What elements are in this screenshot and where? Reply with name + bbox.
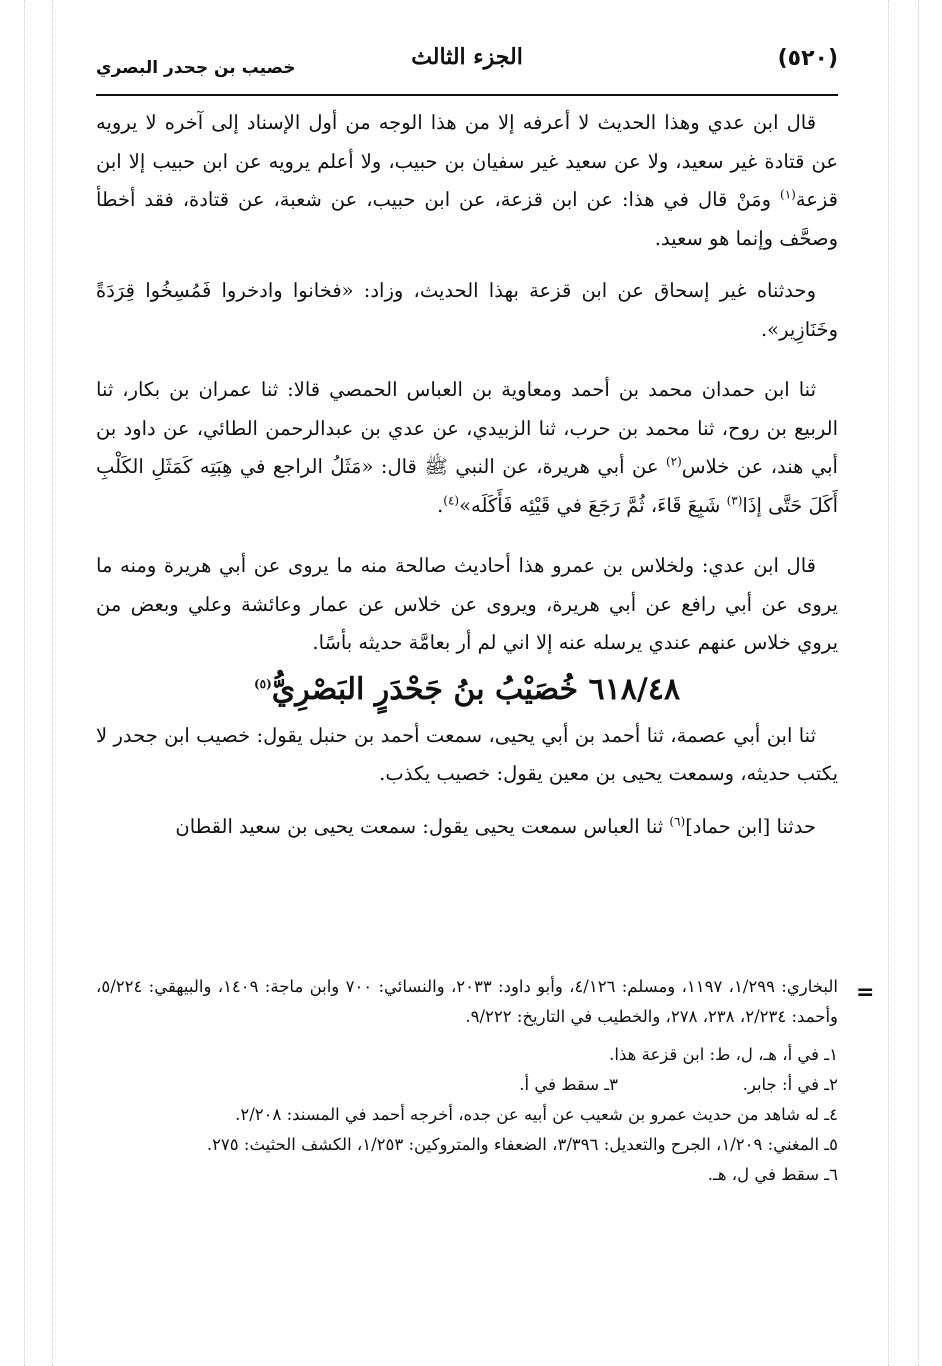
footnotes xyxy=(96,972,838,1190)
footnote-5: ٥ـ المغني: ١/٢٠٩، الجرح والتعديل: ٣/٣٩٦، الضعفاء والمتروكين: ١/٢٥٣، الكشف الحثيث: ٢٧٥. xyxy=(206,1135,838,1154)
paragraph-addition: وحدثناه غير إسحاق عن ابن قزعة بهذا الحديث، وزاد: «فخانوا وادخروا فَمُسِخُوا قِرَدَةً وخَنَازِير». xyxy=(96,279,838,341)
main-text xyxy=(96,104,838,846)
footnote-2: ٢ـ في أ: جابر. xyxy=(742,1075,838,1094)
footnote-row xyxy=(96,1070,838,1100)
scan-guide-line xyxy=(52,0,53,1366)
footnote-ref: (٦) xyxy=(669,814,686,828)
paragraph-ibn-adi-comment: قال ابن عدي وهذا الحديث لا أعرفه إلا من هذا الوجه من أول الإسناد إلى آخره لا يرويه عن قتادة غير سعيد، ولا عن سعيد غير سفيان بن حبيب، ولا أعلم يرويه عن ابن حبيب إلا ابن قزعة$^{(١)}$ ومَنْ قال في هذا: عن ابن قزعة، عن ابن حبيب، عن شعبة، عن قتادة، فقد أخطأ وصحَّف وإنما هو سعيد. xyxy=(96,111,838,250)
footnote-1: ١ـ في أ، هـ، ل، ط: ابن قزعة هذا. xyxy=(609,1045,838,1064)
scan-guide-line xyxy=(24,0,25,1366)
chapter-title: خصيب بن جحدر البصري xyxy=(96,58,296,78)
footnote-6: ٦ـ سقط في ل، هـ. xyxy=(707,1165,838,1184)
footnote-ref: (١) xyxy=(780,187,796,202)
header-rule xyxy=(96,94,838,96)
paragraph-hammad-narration: حدثنا [ابن حماد]$^{(٦)}$ ثنا العباس سمعت يحيى يقول: سمعت يحيى بن سعيد القطان xyxy=(175,814,816,838)
footnote-continuation: البخاري: ١/٢٩٩، ١١٩٧، ومسلم: ٤/١٢٦، وأبو داود: ٢٠٣٣، والنسائي: ٧٠٠ وابن ماجة: ١٤٠٩، والبيهقي: ٥/٢٢٤، وأحمد: ٢/٢٣٤، ٢٣٨، ٢٧٨، والخطيب في التاريخ: ٩/٢٢٢. xyxy=(96,977,838,1026)
paragraph-khallas-comment: قال ابن عدي: ولخلاس بن عمرو هذا أحاديث صالحة منه ما يروى عن أبي هريرة ومنه ما يروى عن أبي رافع عن أبي هريرة، ويروى عن خلاس عن عمار وعائشة وعلي وبعض من يروي خلاس عنهم عندي يرسله عنه إلا اني لم أر بعامَّة حديثه بأسًا. xyxy=(96,554,838,654)
running-header xyxy=(96,40,838,84)
footnote-3: ٣ـ سقط في أ. xyxy=(519,1075,618,1094)
footnote-ref: (٣) xyxy=(726,493,743,507)
scan-guide-line xyxy=(888,0,889,1366)
scan-guide-line xyxy=(918,0,919,1366)
paragraph-hadith-isnad: ثنا ابن حمدان محمد بن أحمد ومعاوية بن العباس الحمصي قالا: ثنا عمران بن بكار، ثنا الربيع بن روح، ثنا محمد بن حرب، ثنا الزبيدي، عن عدي بن عبدالرحمن الطائي، عن داود بن أبي هند، عن خلاس$^{(٢)}$ عن أبي هريرة، عن النبي ﷺ قال: «مَثَلُ الراجع في هِبَتِه كَمَثَلِ الكَلْبِ أَكَلَ حَتَّى إذَا$^{(٣)}$ شَبِعَ قَاءَ، ثُمَّ رَجَعَ في قَيْئِه فَأَكَلَه»$^{(٤)}$. xyxy=(96,378,838,517)
page-number: (٥٢٠) xyxy=(777,46,838,71)
footnote-ref: (٢) xyxy=(665,454,682,469)
volume-title: الجزء الثالث xyxy=(411,44,523,70)
paragraph-khusayb-narration: ثنا ابن أبي عصمة، ثنا أحمد بن أبي يحيى، سمعت أحمد بن حنبل يقول: خصيب ابن جحدر لا يكتب حديثه، وسمعت يحيى بن معين يقول: خصيب يكذب. xyxy=(96,723,838,785)
entry-title: ٦١٨/٤٨ خُصَيْبُ بنُ جَحْدَرٍ البَصْرِيُّ$^{(٥)}$ xyxy=(253,671,681,707)
footnote-4: ٤ـ له شاهد من حديث عمرو بن شعيب عن أبيه عن جده، أخرجه أحمد في المسند: ٢/٢٠٨. xyxy=(235,1105,838,1124)
footnote-ref: (٤) xyxy=(443,493,460,507)
footnote-continuation-mark: = xyxy=(856,980,875,1005)
footnote-ref: (٥) xyxy=(253,676,272,691)
